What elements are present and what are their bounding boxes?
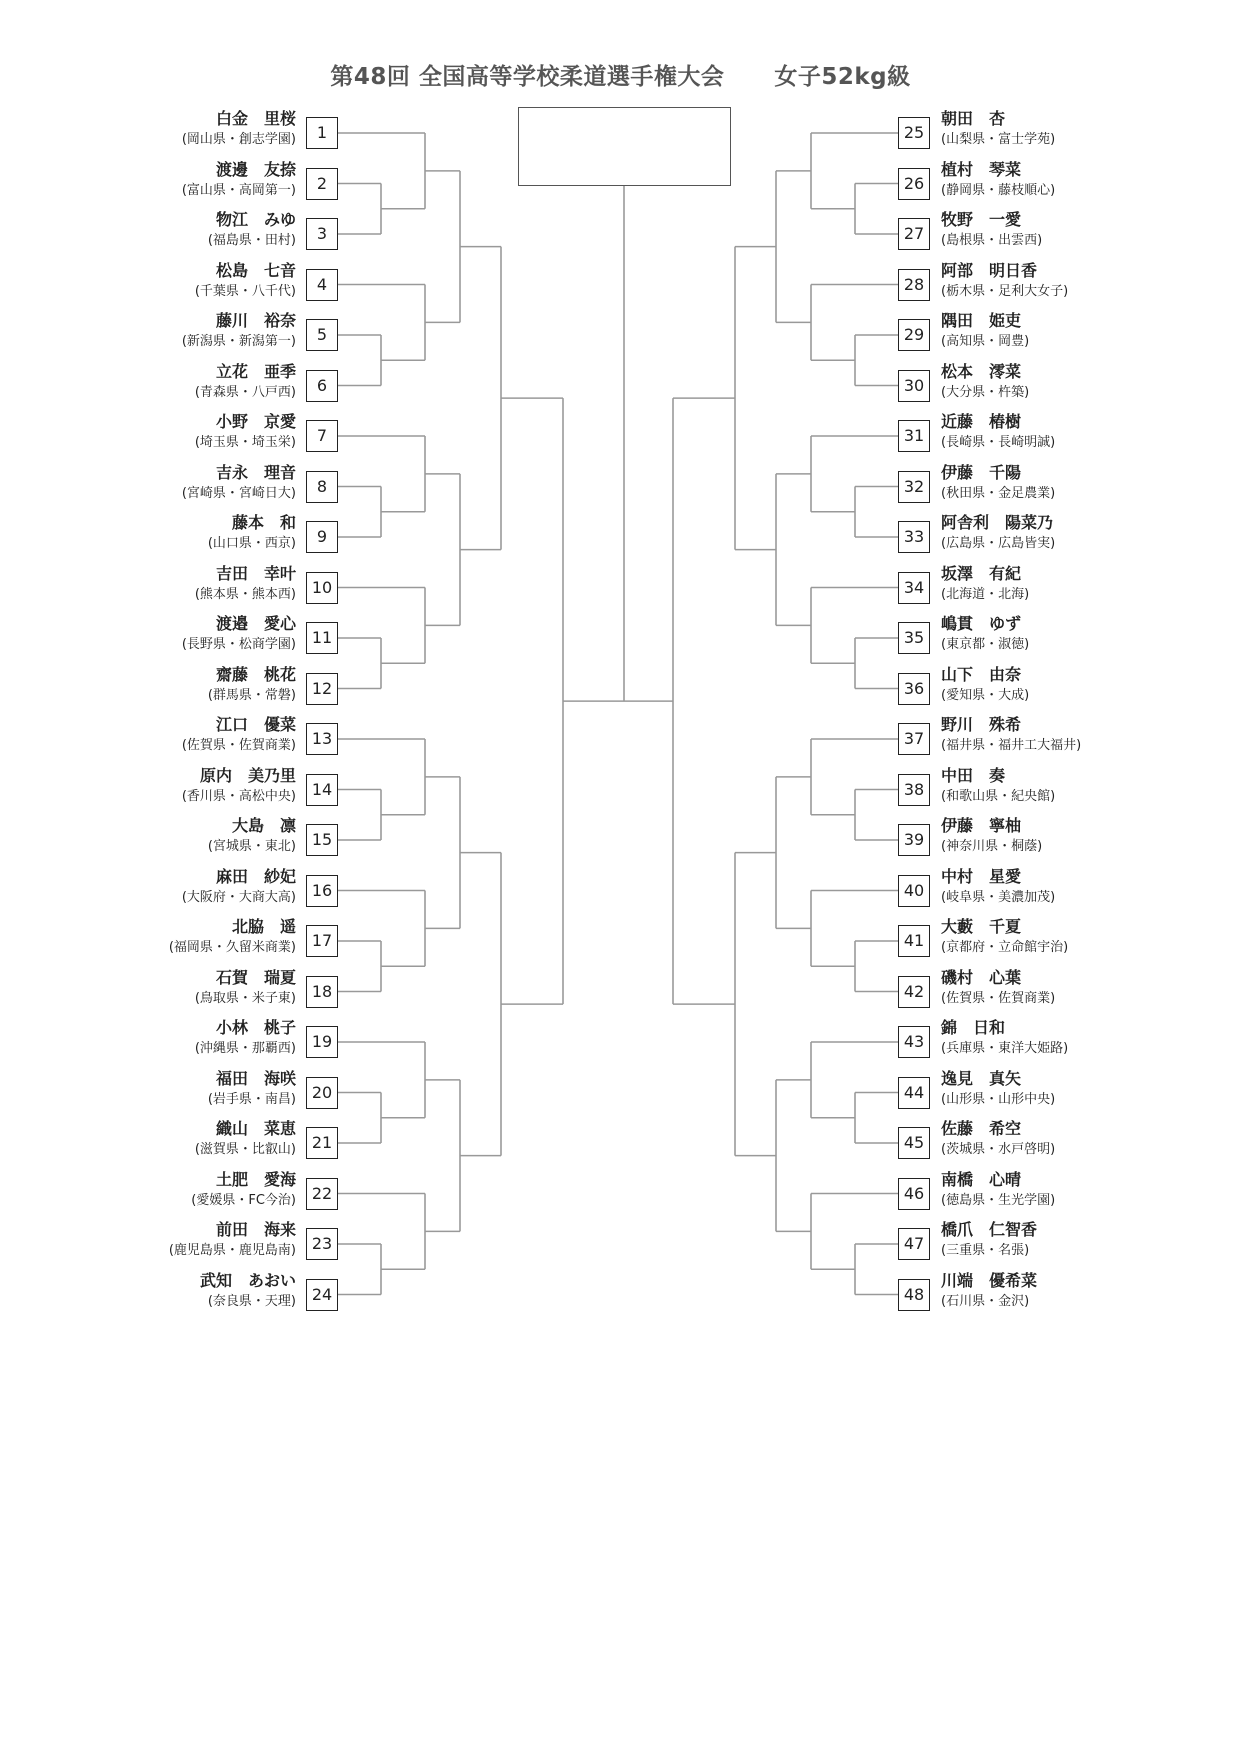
seed-box: 31: [898, 420, 930, 452]
player-school: (神奈川県・桐蔭): [941, 839, 1043, 854]
player-name: 渡邉 愛心: [215, 614, 296, 633]
player-entry: [0, 766, 296, 814]
seed-box: 4: [306, 269, 338, 301]
player-school: (愛知県・大成): [941, 687, 1030, 703]
player-school: (秋田県・金足農業): [941, 485, 1056, 501]
player-school: (和歌山県・紀央館): [941, 788, 1056, 804]
player-entry: [0, 160, 296, 208]
player-entry: [941, 564, 1241, 612]
player-entry: [941, 968, 1241, 1016]
player-name: 物江 みゆ: [215, 210, 296, 229]
seed-box: 25: [898, 117, 930, 149]
player-name: 錦 日和: [941, 1018, 1006, 1037]
division-title: 女子52kg級: [774, 64, 911, 90]
seed-box: 36: [898, 673, 930, 705]
player-entry: [941, 210, 1241, 258]
seed-box: 48: [898, 1279, 930, 1311]
seed-box: 19: [306, 1026, 338, 1058]
player-school: (福岡県・久留米商業): [168, 940, 296, 955]
player-name: 植村 琴菜: [941, 159, 1022, 179]
seed-box: 27: [898, 218, 930, 250]
seed-box: 44: [898, 1077, 930, 1109]
player-name: 阿部 明日香: [941, 260, 1038, 280]
player-entry: [941, 867, 1241, 915]
player-school: (北海道・北海): [941, 586, 1030, 602]
player-entry: [0, 1069, 296, 1117]
seed-box: 26: [898, 168, 930, 200]
seed-box: 42: [898, 976, 930, 1008]
seed-box: 1: [306, 117, 338, 149]
seed-box: 16: [306, 875, 338, 907]
player-name: 野川 殊希: [941, 715, 1022, 734]
seed-box: 22: [306, 1178, 338, 1210]
player-school: (岐阜県・美濃加茂): [941, 889, 1056, 905]
player-entry: [0, 816, 296, 864]
player-entry: [0, 311, 296, 359]
player-entry: [0, 362, 296, 410]
player-entry: [941, 1119, 1241, 1167]
player-name: 朝田 杏: [941, 109, 1006, 128]
player-entry: [941, 261, 1241, 309]
player-name: 橋爪 仁智香: [941, 1220, 1038, 1239]
player-school: (宮崎県・宮崎日大): [181, 485, 296, 501]
player-school: (栃木県・足利大女子): [941, 283, 1069, 299]
player-school: (三重県・名張): [941, 1243, 1030, 1258]
seed-box: 11: [306, 622, 338, 654]
seed-box: 6: [306, 370, 338, 402]
player-school: (千葉県・八千代): [194, 283, 296, 299]
player-entry: [941, 614, 1241, 662]
seed-box: 35: [898, 622, 930, 654]
player-school: (石川県・金沢): [941, 1293, 1030, 1309]
player-entry: [0, 1018, 296, 1066]
event-title: 第48回 全国高等学校柔道選手権大会: [330, 64, 725, 90]
player-school: (長野県・松商学園): [181, 637, 296, 652]
player-name: 武知 あおい: [199, 1270, 296, 1290]
player-entry: [0, 917, 296, 965]
player-entry: [941, 1018, 1241, 1066]
player-name: 渡邊 友捺: [215, 159, 296, 179]
seed-box: 3: [306, 218, 338, 250]
player-entry: [0, 867, 296, 915]
seed-box: 8: [306, 471, 338, 503]
seed-box: 30: [898, 370, 930, 402]
player-entry: [941, 513, 1241, 561]
seed-box: 14: [306, 774, 338, 806]
player-entry: [941, 1170, 1241, 1218]
player-school: (群馬県・常磐): [207, 687, 296, 703]
player-school: (東京都・淑徳): [941, 637, 1030, 652]
player-school: (島根県・出雲西): [941, 233, 1043, 248]
player-school: (高知県・岡豊): [941, 334, 1030, 349]
player-entry: [0, 210, 296, 258]
player-entry: [0, 564, 296, 612]
player-entry: [941, 1271, 1241, 1319]
player-name: 白金 里桜: [215, 109, 296, 128]
seed-box: 40: [898, 875, 930, 907]
player-school: (鹿児島県・鹿児島南): [168, 1243, 296, 1258]
player-name: 隅田 姫吏: [941, 311, 1022, 330]
seed-box: 46: [898, 1178, 930, 1210]
player-entry: [941, 463, 1241, 511]
seed-box: 39: [898, 824, 930, 856]
player-school: (埼玉県・埼玉栄): [194, 435, 296, 450]
player-school: (京都府・立命館宇治): [941, 940, 1069, 955]
player-school: (長崎県・長崎明誠): [941, 435, 1056, 450]
player-entry: [0, 1170, 296, 1218]
player-name: 石賀 瑞夏: [215, 967, 296, 987]
player-name: 小林 桃子: [215, 1018, 296, 1037]
seed-box: 7: [306, 420, 338, 452]
player-school: (熊本県・熊本西): [194, 586, 296, 602]
player-entry: [941, 160, 1241, 208]
player-name: 阿舎利 陽菜乃: [941, 513, 1054, 532]
player-school: (愛媛県・FC今治): [191, 1192, 296, 1208]
player-entry: [941, 412, 1241, 460]
player-school: (富山県・高岡第一): [181, 182, 296, 198]
player-school: (徳島県・生光学園): [941, 1192, 1056, 1208]
player-name: 土肥 愛海: [215, 1169, 296, 1189]
player-name: 大島 凛: [231, 816, 296, 835]
player-school: (大阪府・大商大高): [181, 889, 296, 905]
player-school: (山形県・山形中央): [941, 1091, 1056, 1107]
player-name: 磯村 心葉: [941, 967, 1022, 987]
player-school: (静岡県・藤枝順心): [941, 182, 1056, 198]
seed-box: 13: [306, 723, 338, 755]
seed-box: 38: [898, 774, 930, 806]
player-entry: [0, 261, 296, 309]
player-entry: [941, 816, 1241, 864]
player-entry: [0, 715, 296, 763]
player-entry: [941, 917, 1241, 965]
player-school: (沖縄県・那覇西): [194, 1041, 296, 1056]
player-entry: [0, 614, 296, 662]
player-school: (岡山県・創志学園): [181, 132, 296, 147]
player-school: (岩手県・南昌): [207, 1091, 296, 1107]
player-entry: [0, 1271, 296, 1319]
seed-box: 18: [306, 976, 338, 1008]
player-entry: [0, 513, 296, 561]
player-school: (大分県・杵築): [941, 384, 1030, 400]
player-school: (佐賀県・佐賀商業): [181, 738, 296, 753]
player-entry: [941, 109, 1241, 157]
player-entry: [941, 1069, 1241, 1117]
player-name: 織山 菜恵: [215, 1119, 296, 1138]
player-name: 中田 奏: [941, 765, 1006, 785]
player-name: 牧野 一愛: [941, 210, 1022, 229]
winner-box: [518, 107, 731, 186]
player-name: 伊藤 千陽: [941, 462, 1022, 482]
player-name: 近藤 椿樹: [941, 412, 1022, 431]
player-entry: [0, 109, 296, 157]
player-name: 松本 澪菜: [941, 361, 1022, 381]
player-entry: [0, 463, 296, 511]
seed-box: 2: [306, 168, 338, 200]
player-school: (広島県・広島皆実): [941, 536, 1056, 551]
player-entry: [0, 412, 296, 460]
seed-box: 41: [898, 925, 930, 957]
player-school: (佐賀県・佐賀商業): [941, 990, 1056, 1006]
player-entry: [941, 665, 1241, 713]
player-name: 山下 由奈: [941, 664, 1022, 684]
player-school: (奈良県・天理): [207, 1293, 296, 1309]
player-name: 前田 海来: [215, 1220, 296, 1239]
seed-box: 20: [306, 1077, 338, 1109]
player-school: (山梨県・富士学苑): [941, 132, 1056, 147]
player-name: 嶋貫 ゆず: [941, 614, 1022, 633]
seed-box: 10: [306, 572, 338, 604]
player-entry: [941, 715, 1241, 763]
player-name: 中村 星愛: [941, 866, 1022, 886]
player-school: (鳥取県・米子東): [194, 990, 296, 1006]
player-entry: [0, 665, 296, 713]
seed-box: 29: [898, 319, 930, 351]
seed-box: 32: [898, 471, 930, 503]
seed-box: 47: [898, 1228, 930, 1260]
player-name: 佐藤 希空: [941, 1119, 1022, 1138]
player-name: 川端 優希菜: [941, 1270, 1038, 1290]
seed-box: 33: [898, 521, 930, 553]
player-name: 原内 美乃里: [199, 765, 296, 785]
player-entry: [0, 1220, 296, 1268]
player-school: (滋賀県・比叡山): [194, 1142, 296, 1157]
player-name: 麻田 紗妃: [215, 866, 296, 886]
seed-box: 34: [898, 572, 930, 604]
player-school: (宮城県・東北): [207, 839, 296, 854]
player-name: 齋藤 桃花: [215, 664, 296, 684]
seed-box: 28: [898, 269, 930, 301]
seed-box: 37: [898, 723, 930, 755]
player-school: (香川県・高松中央): [181, 788, 296, 804]
seed-box: 17: [306, 925, 338, 957]
player-name: 吉田 幸叶: [215, 563, 296, 583]
player-school: (茨城県・水戸啓明): [941, 1142, 1056, 1157]
player-name: 北脇 遥: [231, 917, 296, 936]
player-entry: [0, 968, 296, 1016]
player-entry: [941, 1220, 1241, 1268]
player-name: 立花 亜季: [215, 361, 296, 381]
seed-box: 23: [306, 1228, 338, 1260]
player-entry: [941, 362, 1241, 410]
seed-box: 15: [306, 824, 338, 856]
player-school: (青森県・八戸西): [194, 384, 296, 400]
seed-box: 43: [898, 1026, 930, 1058]
player-name: 江口 優菜: [215, 715, 296, 734]
player-name: 小野 京愛: [215, 412, 296, 431]
seed-box: 45: [898, 1127, 930, 1159]
player-name: 大藪 千夏: [941, 917, 1022, 936]
player-school: (福井県・福井工大福井): [941, 738, 1082, 753]
seed-box: 12: [306, 673, 338, 705]
player-entry: [941, 311, 1241, 359]
seed-box: 24: [306, 1279, 338, 1311]
player-entry: [941, 766, 1241, 814]
player-name: 南橋 心晴: [941, 1169, 1022, 1189]
player-name: 藤本 和: [231, 513, 296, 532]
player-name: 伊藤 寧柚: [941, 816, 1022, 835]
player-school: (新潟県・新潟第一): [181, 334, 296, 349]
player-school: (兵庫県・東洋大姫路): [941, 1041, 1069, 1056]
player-name: 逸見 真矢: [941, 1068, 1022, 1088]
player-name: 松島 七音: [215, 260, 296, 280]
player-school: (山口県・西京): [207, 536, 296, 551]
player-name: 坂澤 有紀: [941, 563, 1022, 583]
seed-box: 9: [306, 521, 338, 553]
seed-box: 21: [306, 1127, 338, 1159]
player-school: (福島県・田村): [207, 233, 296, 248]
player-name: 吉永 理音: [215, 462, 296, 482]
player-name: 福田 海咲: [215, 1068, 296, 1088]
player-name: 藤川 裕奈: [215, 311, 296, 330]
player-entry: [0, 1119, 296, 1167]
seed-box: 5: [306, 319, 338, 351]
